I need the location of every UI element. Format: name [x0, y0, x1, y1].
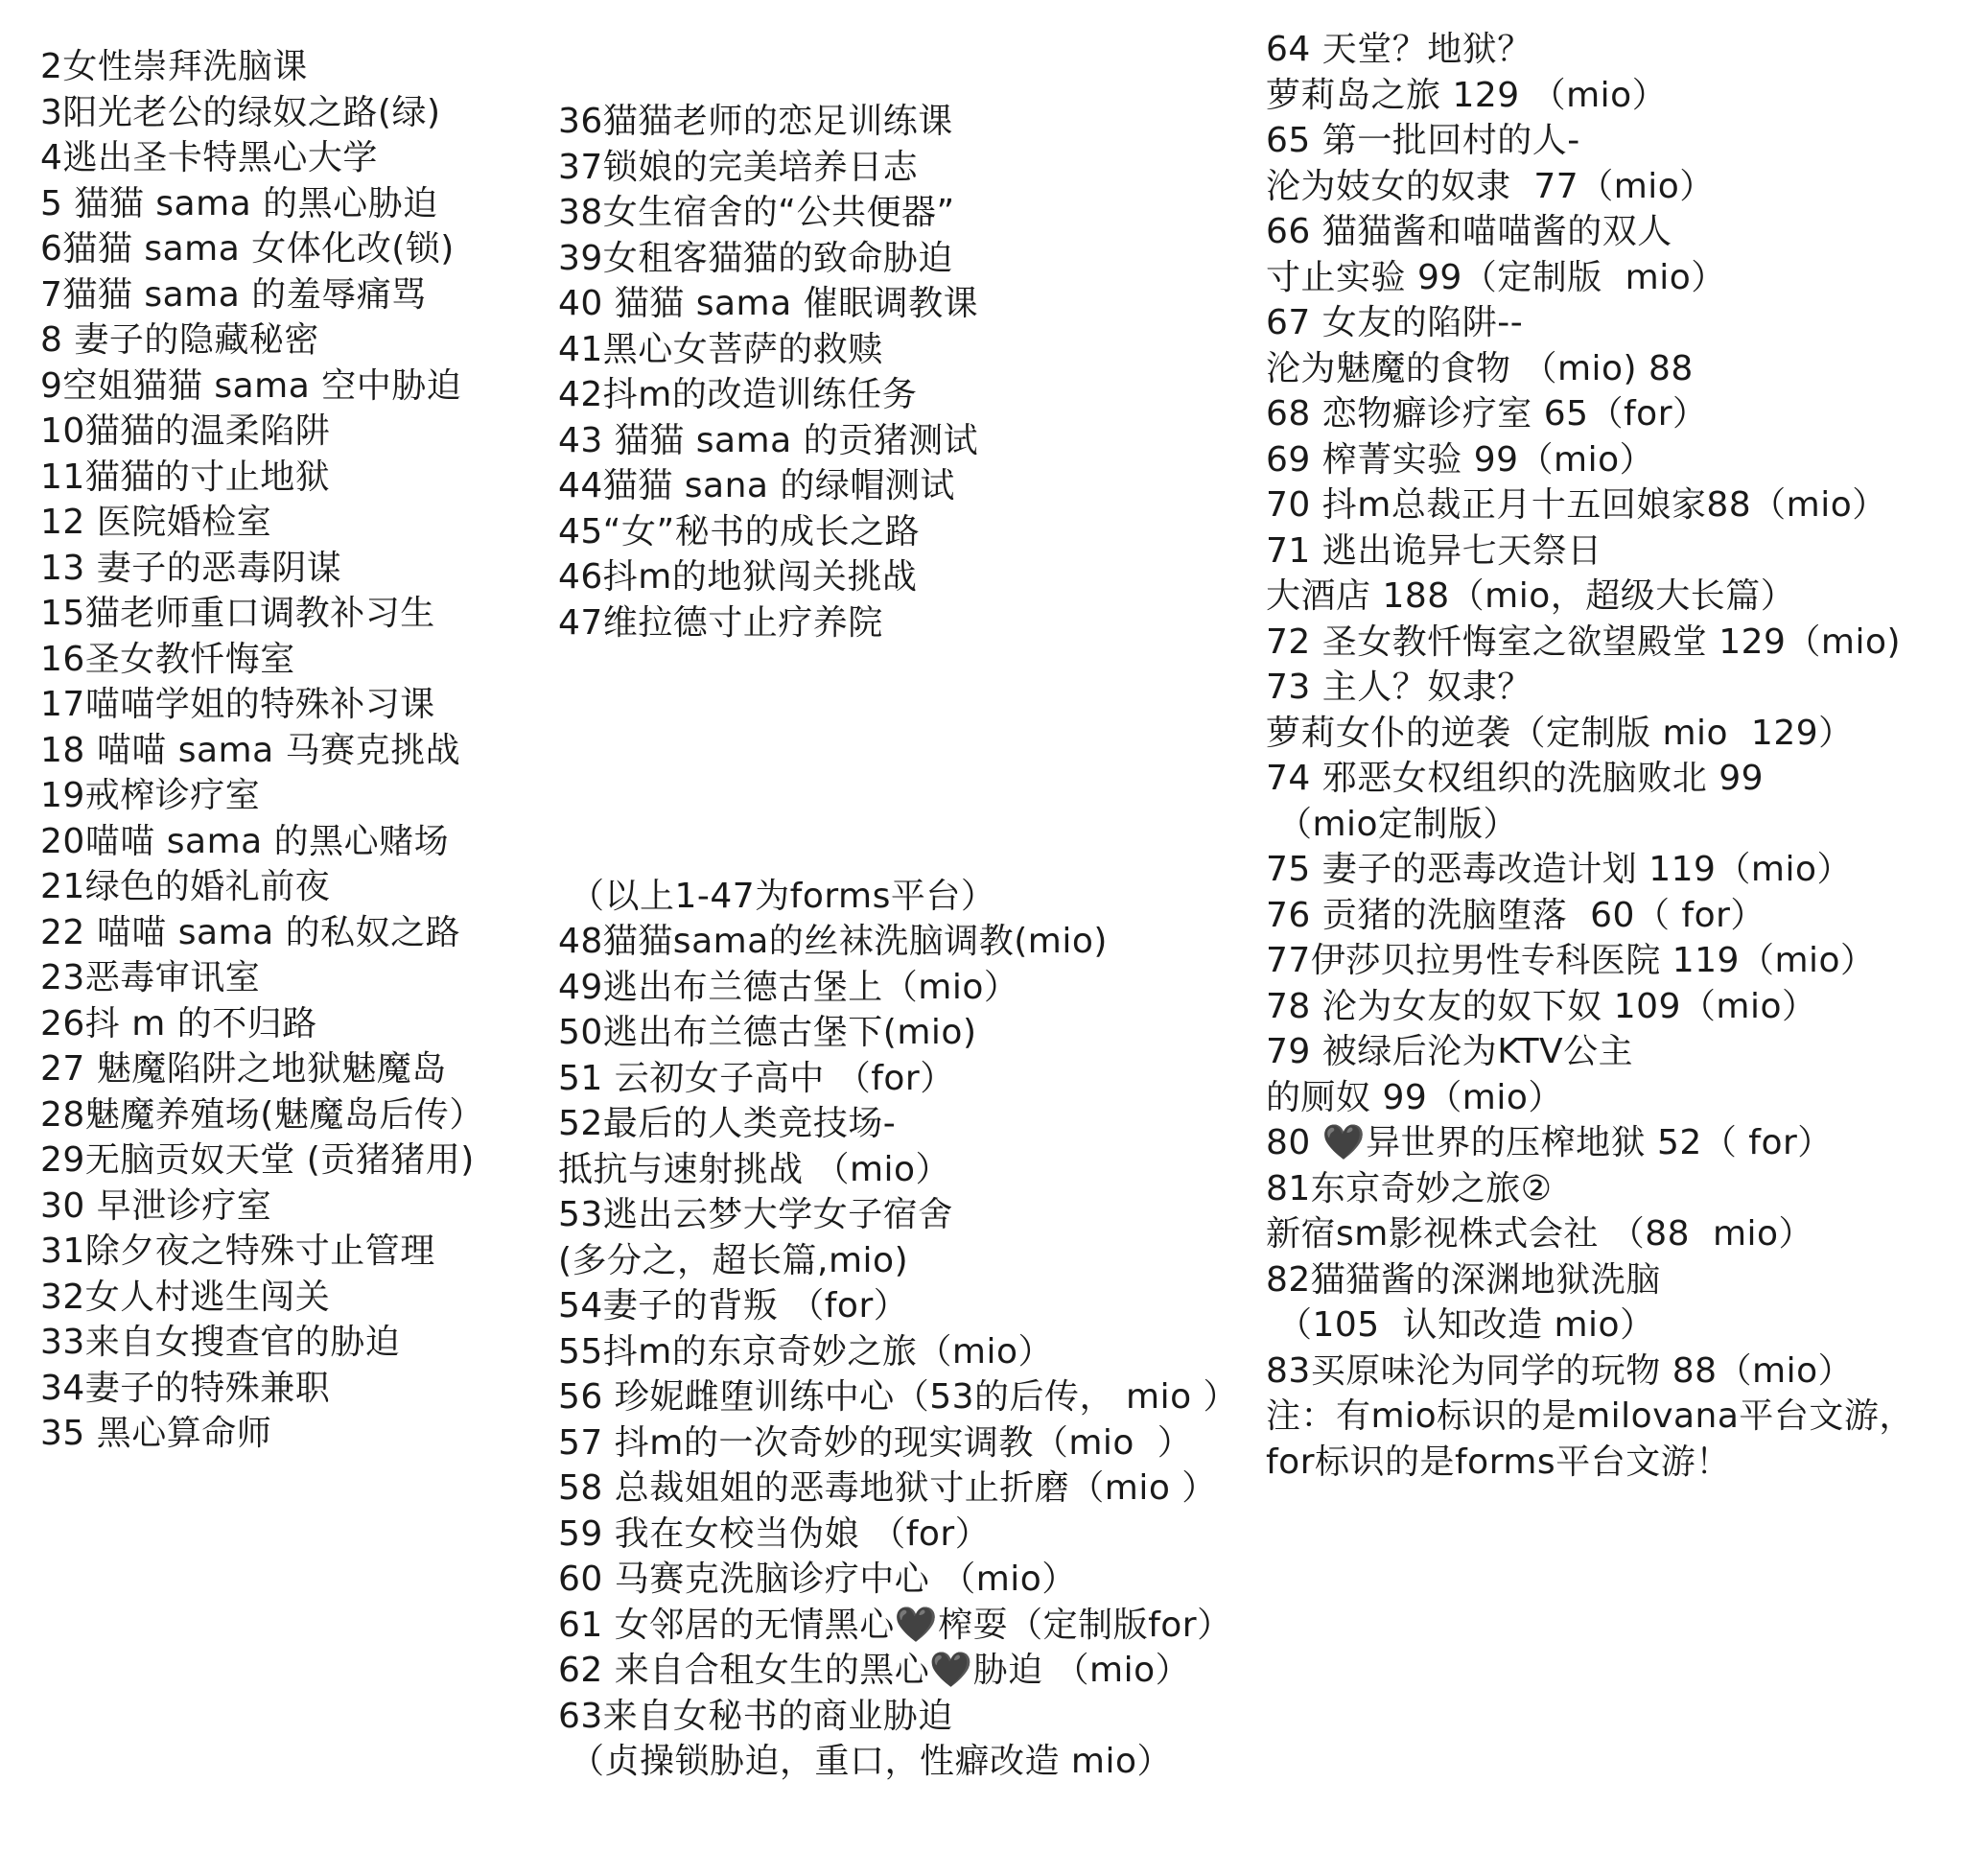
list-item: 63来自女秘书的商业胁迫 — [558, 1696, 953, 1736]
list-item: 54妻子的背叛 （for） — [558, 1286, 909, 1325]
list-item: 64 天堂？地狱？ — [1266, 30, 1532, 69]
list-item: 42抖m的改造训练任务 — [558, 375, 918, 414]
list-item: 55抖m的东京奇妙之旅（mio） — [558, 1331, 1053, 1372]
list-item: 21绿色的婚礼前夜 — [40, 867, 331, 906]
column-3-list — [1266, 27, 1914, 1485]
list-item: 77伊莎贝拉男性专科医院 119（mio） — [1266, 941, 1876, 980]
list-item: 43 猫猫 sama 的贡猪测试 — [558, 420, 979, 460]
list-item: 39女租客猫猫的致命胁迫 — [558, 238, 953, 278]
list-item: 76 贡猪的洗脑堕落 60（ for） — [1266, 895, 1765, 935]
list-item: 44猫猫 sana 的绿帽测试 — [558, 466, 955, 505]
list-item: 9空姐猫猫 sama 空中胁迫 — [40, 365, 462, 406]
list-item: 48猫猫sama的丝袜洗脑调教(mio) — [558, 922, 1108, 961]
list-item: （贞操锁胁迫，重口，性癖改造 mio） — [558, 1742, 1172, 1781]
list-item: 65 第一批回村的人- — [1266, 121, 1580, 160]
list-item: 大酒店 188（mio，超级大长篇） — [1266, 576, 1796, 616]
list-item: 47维拉德寸止疗养院 — [558, 602, 883, 643]
list-item: 52最后的人类竞技场- — [558, 1104, 897, 1143]
list-item: 注：有mio标识的是milovana平台文游， — [1266, 1396, 1914, 1436]
list-item: 23恶毒审讯室 — [40, 958, 261, 997]
list-item: 38女生宿舍的“公共便器” — [558, 193, 955, 232]
list-item: 61 女邻居的无情黑心🖤榨耍（定制版for） — [558, 1605, 1232, 1645]
list-item: 29无脑贡奴天堂 (贡猪猪用) — [40, 1140, 475, 1180]
list-item: 72 圣女教忏悔室之欲望殿堂 129（mio) — [1266, 621, 1902, 662]
list-item: 34妻子的特殊兼职 — [40, 1368, 331, 1408]
list-item: 70 抖m总裁正月十五回娘家88（mio） — [1266, 485, 1887, 525]
list-item: 10猫猫的温柔陷阱 — [40, 411, 331, 451]
list-item: 2女性崇拜洗脑课 — [40, 47, 308, 86]
section-gap — [558, 737, 1238, 783]
list-item: 31除夕夜之特殊寸止管理 — [40, 1231, 435, 1271]
list-item: （105 认知改造 mio） — [1266, 1305, 1655, 1345]
list-item: 20喵喵 sama 的黑心赌场 — [40, 821, 450, 861]
list-item: 73 主人？奴隶？ — [1266, 668, 1532, 707]
list-item: 53逃出云梦大学女子宿舍 — [558, 1195, 953, 1234]
list-item: 46抖m的地狱闯关挑战 — [558, 557, 918, 597]
list-item: 26抖 m 的不归路 — [40, 1003, 317, 1044]
list-item: 58 总裁姐姐的恶毒地狱寸止折磨（mio ） — [558, 1468, 1217, 1508]
list-item: 3阳光老公的绿奴之路(绿) — [40, 92, 441, 132]
column-2-list — [558, 8, 1238, 1876]
list-item: 75 妻子的恶毒改造计划 119（mio） — [1266, 850, 1853, 889]
list-item: 萝莉岛之旅 129 （mio） — [1266, 75, 1668, 115]
column-2-bottom-list — [558, 874, 1238, 1785]
list-item: 30 早泄诊疗室 — [40, 1185, 272, 1226]
list-item: 33来自女搜查官的胁迫 — [40, 1323, 401, 1362]
list-item: for标识的是forms平台文游！ — [1266, 1442, 1731, 1482]
list-item: （mio定制版） — [1266, 804, 1519, 844]
list-item: 74 邪恶女权组织的洗脑败北 99 — [1266, 759, 1765, 798]
list-item: 萝莉女仆的逆袭（定制版 mio 129） — [1266, 713, 1854, 753]
list-item: 51 云初女子高中 （for） — [558, 1058, 955, 1098]
list-item: 13 妻子的恶毒阴谋 — [40, 548, 342, 588]
list-item: (多分之，超长篇,mio) — [558, 1240, 909, 1280]
list-item: 49逃出布兰德古堡上（mio） — [558, 967, 1019, 1007]
list-item: 8 妻子的隐藏秘密 — [40, 320, 319, 360]
list-item: 12 医院婚检室 — [40, 503, 272, 542]
list-item: 37锁娘的完美培养日志 — [558, 147, 919, 187]
list-item: 的厕奴 99（mio） — [1266, 1077, 1563, 1117]
list-item: 69 榨菁实验 99（mio） — [1266, 439, 1655, 480]
list-item: 11猫猫的寸止地狱 — [40, 457, 331, 497]
list-item: 16圣女教忏悔室 — [40, 639, 295, 679]
list-item: 35 黑心算命师 — [40, 1414, 272, 1453]
column-1-list — [40, 44, 484, 1457]
list-item: 59 我在女校当伪娘 （for） — [558, 1513, 991, 1554]
list-item: 41黑心女菩萨的救赎 — [558, 329, 883, 369]
list-item: 80 🖤异世界的压榨地狱 52（ for） — [1266, 1123, 1833, 1162]
list-item: 66 猫猫酱和喵喵酱的双人 — [1266, 212, 1672, 251]
list-item: 36猫猫老师的恋足训练课 — [558, 102, 953, 141]
list-item: 68 恋物癖诊疗室 65（for） — [1266, 394, 1708, 434]
list-item: 82猫猫酱的深渊地狱洗脑 — [1266, 1259, 1661, 1300]
list-item: 50逃出布兰德古堡下(mio) — [558, 1013, 977, 1052]
list-item: 27 魅魔陷阱之地狱魅魔岛 — [40, 1049, 447, 1089]
list-item: 71 逃出诡异七天祭日 — [1266, 530, 1602, 571]
list-item: 45“女”秘书的成长之路 — [558, 511, 921, 551]
list-item: 78 沦为女友的奴下奴 109（mio） — [1266, 986, 1817, 1026]
list-item: 抵抗与速射挑战 （mio） — [558, 1149, 951, 1189]
list-item: 18 喵喵 sama 马赛克挑战 — [40, 730, 461, 770]
list-item: 40 猫猫 sama 催眠调教课 — [558, 284, 979, 323]
column-2-top-list — [558, 99, 1238, 645]
list-item: 81东京奇妙之旅② — [1266, 1168, 1553, 1208]
list-item: 15猫老师重口调教补习生 — [40, 594, 435, 633]
list-item: 56 珍妮雌堕训练中心（53的后传， mio ） — [558, 1377, 1239, 1417]
list-item: 22 喵喵 sama 的私奴之路 — [40, 912, 461, 952]
list-item: 62 来自合租女生的黑心🖤胁迫 （mio） — [558, 1651, 1191, 1690]
list-item: 60 马赛克洗脑诊疗中心 （mio） — [558, 1559, 1077, 1599]
list-item: 沦为妓女的奴隶 77（mio） — [1266, 166, 1715, 206]
list-item: 新宿sm影视株式会社 （88 mio） — [1266, 1214, 1814, 1254]
list-item: （以上1-47为forms平台） — [558, 876, 996, 916]
list-item: 79 被绿后沦为KTV公主 — [1266, 1032, 1634, 1071]
list-item: 4逃出圣卡特黑心大学 — [40, 138, 378, 177]
list-item: 67 女友的陷阱-- — [1266, 303, 1524, 342]
list-item: 19戒榨诊疗室 — [40, 776, 261, 815]
list-item: 6猫猫 sama 女体化改(锁) — [40, 229, 455, 269]
list-item: 57 抖m的一次奇妙的现实调教（mio ） — [558, 1422, 1193, 1463]
list-item: 沦为魅魔的食物 （mio) 88 — [1266, 348, 1694, 388]
list-item: 83买原味沦为同学的玩物 88（mio） — [1266, 1350, 1854, 1391]
list-item: 7猫猫 sama 的羞辱痛骂 — [40, 274, 427, 315]
list-item: 28魅魔养殖场(魅魔岛后传） — [40, 1094, 484, 1135]
list-item: 寸止实验 99（定制版 mio） — [1266, 257, 1726, 297]
list-item: 5 猫猫 sama 的黑心胁迫 — [40, 183, 438, 223]
list-item: 32女人村逃生闯关 — [40, 1277, 331, 1317]
list-item: 17喵喵学姐的特殊补习课 — [40, 685, 435, 724]
